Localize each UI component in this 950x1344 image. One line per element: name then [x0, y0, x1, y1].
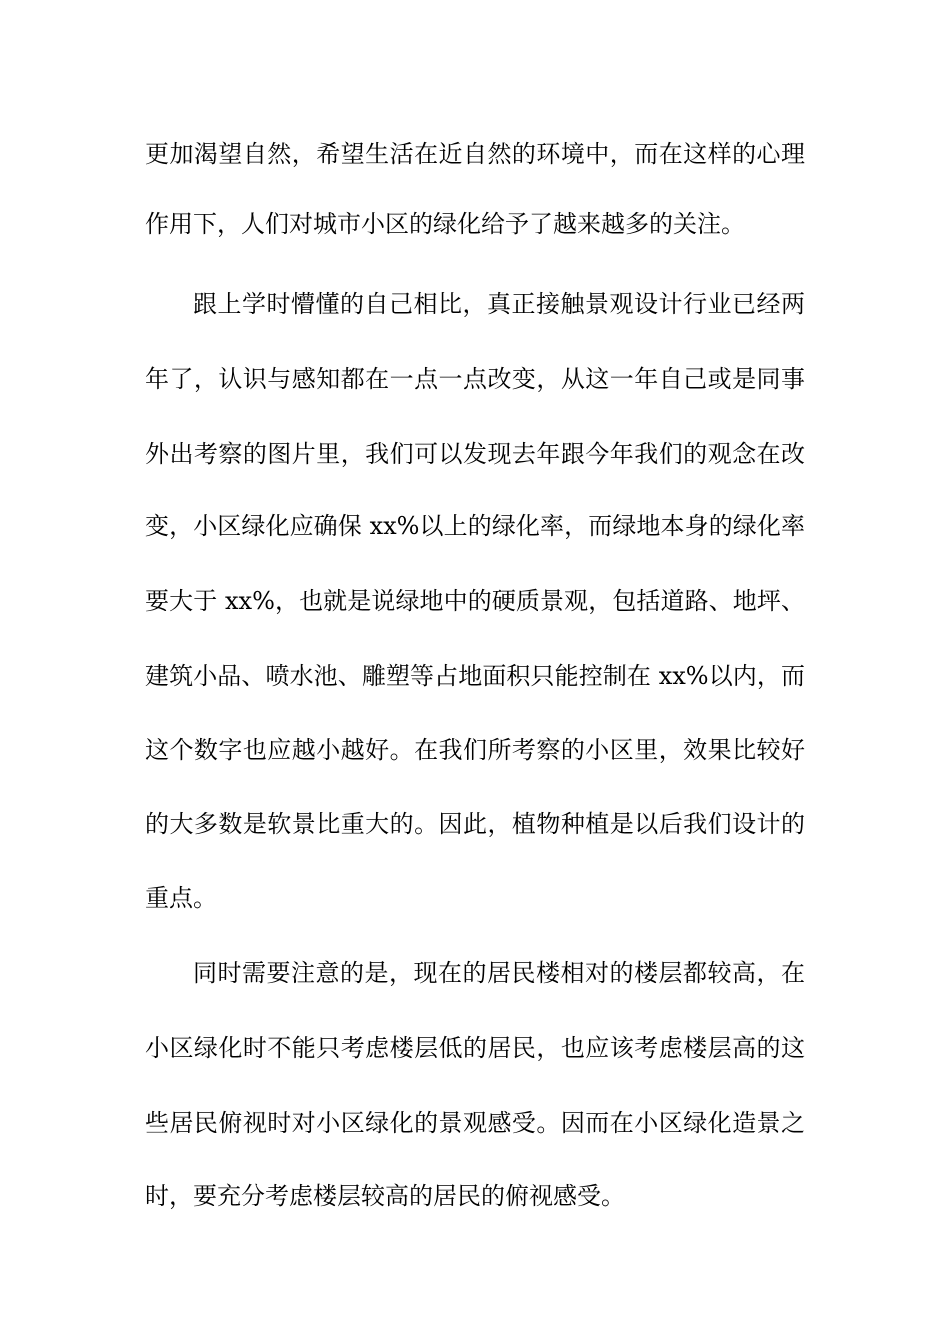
text-line: 时，要充分考虑楼层较高的居民的俯视感受。 [145, 1182, 625, 1210]
text-line: 要大于 xx%，也就是说绿地中的硬质景观，包括道路、地坪、 [145, 587, 805, 615]
paragraph-first-line: 跟上学时懵懂的自己相比，真正接触景观设计行业已经两 [193, 290, 805, 318]
paragraph-first-line: 同时需要注意的是，现在的居民楼相对的楼层都较高，在 [193, 959, 805, 987]
text-line: 年了，认识与感知都在一点一点改变，从这一年自己或是同事 [145, 365, 805, 393]
text-line: 小区绿化时不能只考虑楼层低的居民，也应该考虑楼层高的这 [145, 1034, 805, 1062]
text-line: 作用下，人们对城市小区的绿化给予了越来越多的关注。 [145, 210, 745, 238]
text-line: 这个数字也应越小越好。在我们所考察的小区里，效果比较好 [145, 736, 805, 764]
text-line: 重点。 [145, 884, 217, 912]
text-line: 外出考察的图片里，我们可以发现去年跟今年我们的观念在改 [145, 440, 805, 468]
text-line: 变，小区绿化应确保 xx%以上的绿化率，而绿地本身的绿化率 [145, 512, 805, 540]
text-line: 些居民俯视时对小区绿化的景观感受。因而在小区绿化造景之 [145, 1109, 805, 1137]
text-line: 更加渴望自然，希望生活在近自然的环境中，而在这样的心理 [145, 140, 805, 168]
text-line: 建筑小品、喷水池、雕塑等占地面积只能控制在 xx%以内，而 [145, 662, 805, 690]
text-line: 的大多数是软景比重大的。因此，植物种植是以后我们设计的 [145, 810, 805, 838]
